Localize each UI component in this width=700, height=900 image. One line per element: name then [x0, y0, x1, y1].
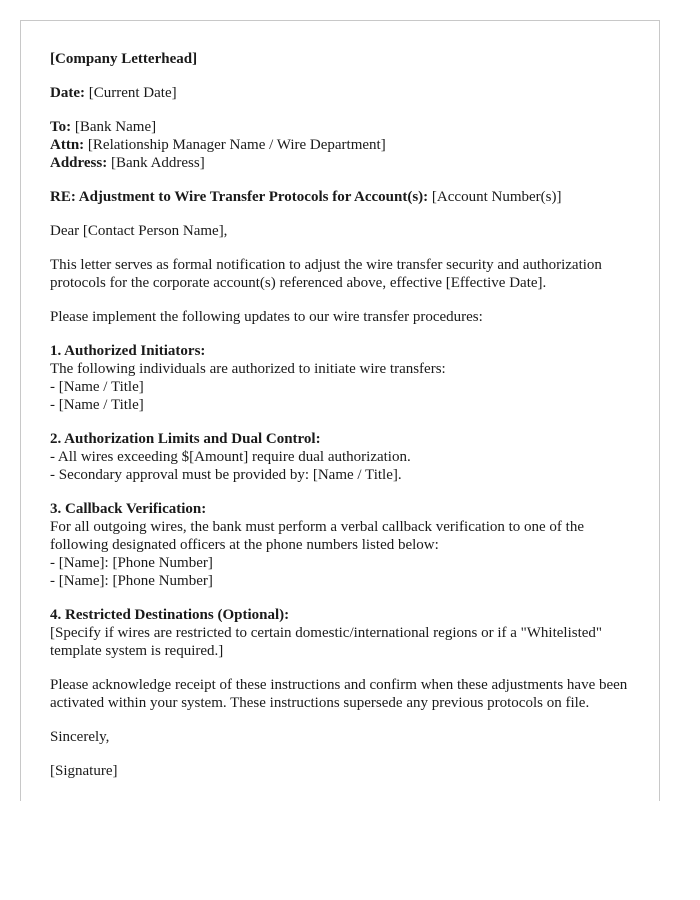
section-restricted-destinations — [50, 606, 635, 660]
address-line: Address: [Bank Address] — [50, 155, 205, 171]
section-line: - [Name / Title] — [50, 379, 144, 395]
section-authorized-initiators — [50, 342, 635, 414]
section-authorization-limits — [50, 430, 635, 484]
section-line: - [Name / Title] — [50, 397, 144, 413]
letter-page — [20, 20, 660, 801]
section-line: - [Name]: [Phone Number] — [50, 573, 213, 589]
section-heading: 4. Restricted Destinations (Optional): — [50, 607, 290, 623]
section-line: - All wires exceeding $[Amount] require dual authorization. — [50, 449, 411, 465]
letter-body — [50, 50, 635, 796]
section-heading: 2. Authorization Limits and Dual Control: — [50, 431, 321, 447]
subject-line — [50, 188, 635, 206]
intro-paragraph: This letter serves as formal notification to adjust the wire transfer security and authorization protocols for the corporate account(s) referenced above, effective [Effective Date]. — [50, 257, 602, 291]
section-line: - Secondary approval must be provided by: [Name / Title]. — [50, 467, 402, 483]
salutation: Dear [Contact Person Name], — [50, 223, 228, 239]
to-line: To: [Bank Name] — [50, 119, 157, 135]
section-heading: 3. Callback Verification: — [50, 501, 207, 517]
section-line: The following individuals are authorized to initiate wire transfers: — [50, 361, 446, 377]
subject-label: RE: Adjustment to Wire Transfer Protocols for Account(s): — [50, 189, 429, 205]
date-value: [Current Date] — [88, 85, 177, 101]
sign-off: Sincerely, — [50, 729, 110, 745]
section-line: [Specify if wires are restricted to certain domestic/international regions or if a "Whitelisted" template system is required.] — [50, 625, 603, 659]
section-heading: 1. Authorized Initiators: — [50, 343, 206, 359]
lead-in-paragraph: Please implement the following updates to our wire transfer procedures: — [50, 309, 483, 325]
section-line: - [Name]: [Phone Number] — [50, 555, 213, 571]
attn-line: Attn: [Relationship Manager Name / Wire Department] — [50, 137, 386, 153]
letterhead: [Company Letterhead] — [50, 51, 198, 67]
subject-value: [Account Number(s)] — [431, 189, 562, 205]
recipient-block — [50, 118, 635, 172]
signature-placeholder: [Signature] — [50, 763, 118, 779]
date-line — [50, 84, 635, 102]
section-line: For all outgoing wires, the bank must perform a verbal callback verification to one of the following designated officers at the phone numbers listed below: — [50, 519, 585, 553]
section-callback-verification — [50, 500, 635, 590]
date-label: Date: — [50, 85, 85, 101]
closing-paragraph: Please acknowledge receipt of these instructions and confirm when these adjustments have been activated within your system. These instructions supersede any previous protocols on file. — [50, 677, 628, 711]
